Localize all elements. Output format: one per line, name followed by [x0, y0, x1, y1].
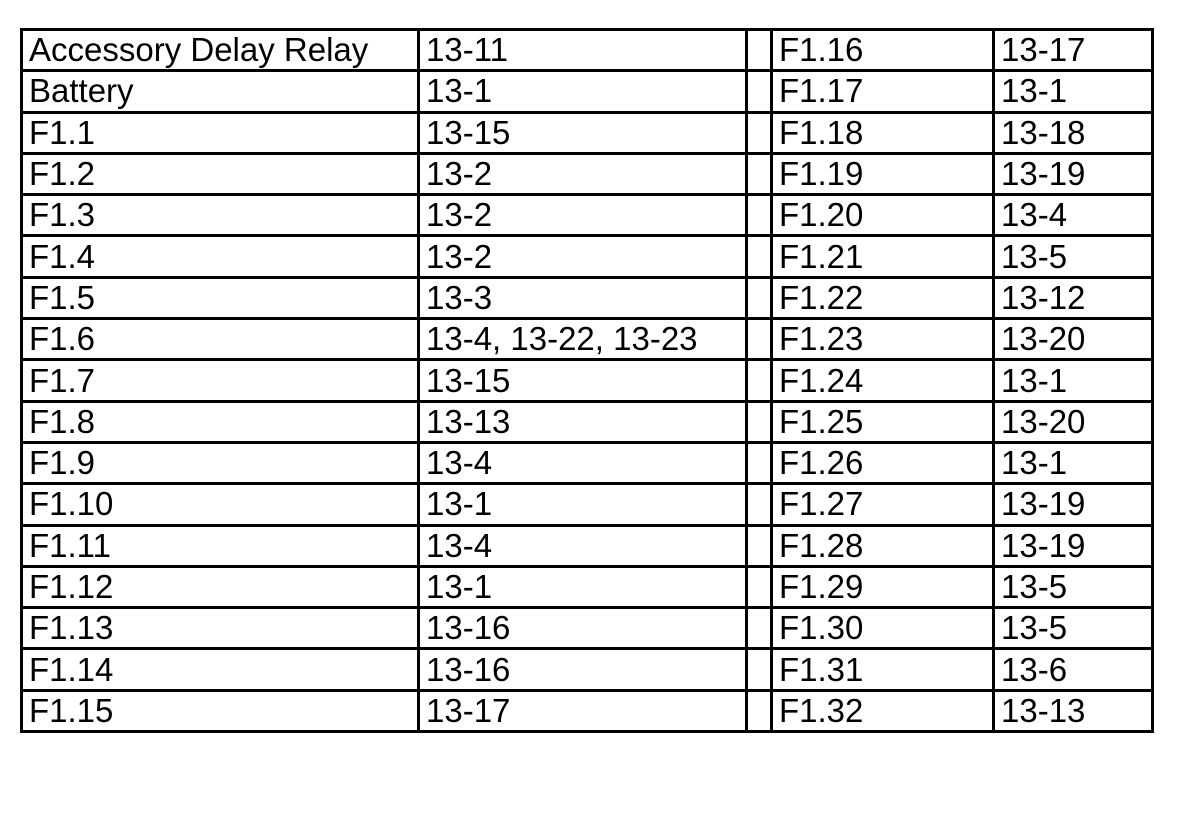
- table-row: [22, 30, 1153, 71]
- right-component-name-cell: F1.20: [772, 195, 994, 236]
- table-row: [22, 360, 1153, 401]
- right-component-name-cell: F1.26: [772, 442, 994, 483]
- left-reference-cell: 13-13: [419, 401, 747, 442]
- column-separator-cell: [747, 690, 772, 731]
- left-reference-cell: 13-15: [419, 360, 747, 401]
- left-reference-cell: 13-11: [419, 30, 747, 71]
- table-row: [22, 236, 1153, 277]
- left-reference-cell: 13-2: [419, 153, 747, 194]
- table-row: [22, 319, 1153, 360]
- left-component-name-cell: F1.14: [22, 649, 419, 690]
- left-component-name-cell: F1.6: [22, 319, 419, 360]
- component-reference-table: [20, 28, 1154, 733]
- table-row: [22, 608, 1153, 649]
- right-reference-cell: 13-1: [994, 360, 1153, 401]
- column-separator-cell: [747, 30, 772, 71]
- column-separator-cell: [747, 442, 772, 483]
- left-component-name-cell: F1.15: [22, 690, 419, 731]
- right-reference-cell: 13-19: [994, 484, 1153, 525]
- right-component-name-cell: F1.30: [772, 608, 994, 649]
- column-separator-cell: [747, 525, 772, 566]
- left-component-name-cell: F1.3: [22, 195, 419, 236]
- column-separator-cell: [747, 401, 772, 442]
- right-reference-cell: 13-12: [994, 277, 1153, 318]
- left-reference-cell: 13-2: [419, 236, 747, 277]
- right-reference-cell: 13-6: [994, 649, 1153, 690]
- right-component-name-cell: F1.23: [772, 319, 994, 360]
- table-row: [22, 649, 1153, 690]
- right-component-name-cell: F1.29: [772, 566, 994, 607]
- column-separator-cell: [747, 566, 772, 607]
- left-component-name-cell: F1.8: [22, 401, 419, 442]
- table-row: [22, 112, 1153, 153]
- right-reference-cell: 13-1: [994, 442, 1153, 483]
- right-reference-cell: 13-20: [994, 319, 1153, 360]
- left-component-name-cell: F1.4: [22, 236, 419, 277]
- left-reference-cell: 13-4: [419, 442, 747, 483]
- left-component-name-cell: F1.7: [22, 360, 419, 401]
- table-row: [22, 525, 1153, 566]
- column-separator-cell: [747, 360, 772, 401]
- right-reference-cell: 13-17: [994, 30, 1153, 71]
- table-row: [22, 277, 1153, 318]
- column-separator-cell: [747, 153, 772, 194]
- left-component-name-cell: F1.1: [22, 112, 419, 153]
- table-row: [22, 442, 1153, 483]
- right-component-name-cell: F1.31: [772, 649, 994, 690]
- column-separator-cell: [747, 112, 772, 153]
- table-row: [22, 566, 1153, 607]
- right-reference-cell: 13-20: [994, 401, 1153, 442]
- right-reference-cell: 13-19: [994, 525, 1153, 566]
- right-component-name-cell: F1.27: [772, 484, 994, 525]
- right-component-name-cell: F1.22: [772, 277, 994, 318]
- left-reference-cell: 13-4, 13-22, 13-23: [419, 319, 747, 360]
- left-component-name-cell: F1.9: [22, 442, 419, 483]
- right-component-name-cell: F1.16: [772, 30, 994, 71]
- left-reference-cell: 13-16: [419, 649, 747, 690]
- table-row: [22, 690, 1153, 731]
- left-reference-cell: 13-17: [419, 690, 747, 731]
- column-separator-cell: [747, 484, 772, 525]
- right-component-name-cell: F1.18: [772, 112, 994, 153]
- right-reference-cell: 13-19: [994, 153, 1153, 194]
- left-component-name-cell: F1.2: [22, 153, 419, 194]
- column-separator-cell: [747, 649, 772, 690]
- column-separator-cell: [747, 236, 772, 277]
- right-reference-cell: 13-13: [994, 690, 1153, 731]
- right-reference-cell: 13-1: [994, 71, 1153, 112]
- left-reference-cell: 13-15: [419, 112, 747, 153]
- left-reference-cell: 13-4: [419, 525, 747, 566]
- right-component-name-cell: F1.28: [772, 525, 994, 566]
- column-separator-cell: [747, 195, 772, 236]
- table-row: [22, 195, 1153, 236]
- right-component-name-cell: F1.32: [772, 690, 994, 731]
- right-reference-cell: 13-4: [994, 195, 1153, 236]
- left-component-name-cell: F1.12: [22, 566, 419, 607]
- right-reference-cell: 13-18: [994, 112, 1153, 153]
- left-component-name-cell: F1.13: [22, 608, 419, 649]
- right-component-name-cell: F1.17: [772, 71, 994, 112]
- table-row: [22, 153, 1153, 194]
- table-row: [22, 71, 1153, 112]
- left-reference-cell: 13-1: [419, 566, 747, 607]
- table-body: [22, 30, 1153, 732]
- column-separator-cell: [747, 71, 772, 112]
- left-reference-cell: 13-3: [419, 277, 747, 318]
- right-reference-cell: 13-5: [994, 608, 1153, 649]
- left-reference-cell: 13-2: [419, 195, 747, 236]
- right-component-name-cell: F1.19: [772, 153, 994, 194]
- left-reference-cell: 13-1: [419, 71, 747, 112]
- table-row: [22, 484, 1153, 525]
- table-row: [22, 401, 1153, 442]
- right-component-name-cell: F1.25: [772, 401, 994, 442]
- left-component-name-cell: Battery: [22, 71, 419, 112]
- left-reference-cell: 13-1: [419, 484, 747, 525]
- right-component-name-cell: F1.21: [772, 236, 994, 277]
- left-reference-cell: 13-16: [419, 608, 747, 649]
- column-separator-cell: [747, 608, 772, 649]
- left-component-name-cell: F1.10: [22, 484, 419, 525]
- right-reference-cell: 13-5: [994, 236, 1153, 277]
- left-component-name-cell: F1.11: [22, 525, 419, 566]
- right-reference-cell: 13-5: [994, 566, 1153, 607]
- left-component-name-cell: F1.5: [22, 277, 419, 318]
- left-component-name-cell: Accessory Delay Relay: [22, 30, 419, 71]
- column-separator-cell: [747, 319, 772, 360]
- column-separator-cell: [747, 277, 772, 318]
- right-component-name-cell: F1.24: [772, 360, 994, 401]
